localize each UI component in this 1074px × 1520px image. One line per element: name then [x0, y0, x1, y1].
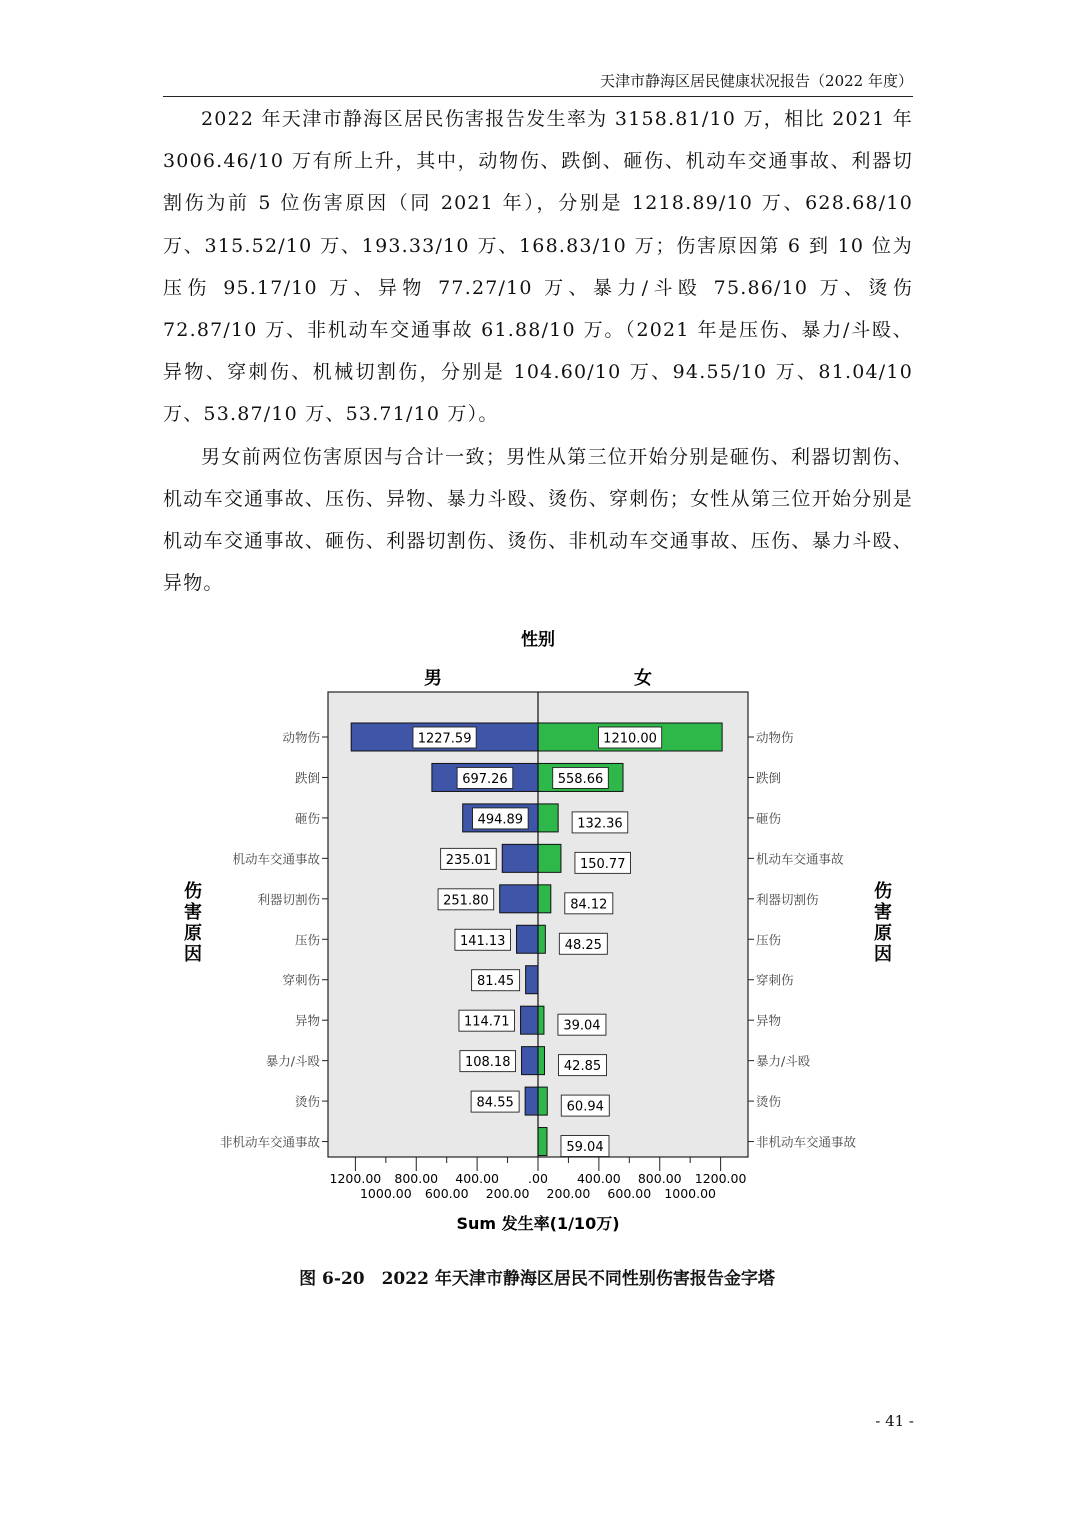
category-label-left: 暴力/斗殴 — [265, 1053, 320, 1069]
x-major-tick-label: 1200.00 — [329, 1171, 382, 1186]
category-label-right: 异物 — [756, 1013, 782, 1029]
y-axis-title-right: 害 — [874, 902, 892, 923]
data-label-female: 48.25 — [564, 937, 602, 953]
category-label-right: 砸伤 — [756, 810, 782, 826]
data-label-female: 150.77 — [579, 856, 626, 872]
data-label-male: 235.01 — [445, 852, 492, 868]
category-label-right: 烫伤 — [756, 1094, 782, 1110]
data-label-male: 114.71 — [463, 1014, 510, 1030]
x-major-tick-label: 800.00 — [394, 1171, 439, 1186]
panel-label-male: 男 — [424, 668, 442, 689]
category-label-left: 异物 — [294, 1013, 320, 1029]
x-minor-tick-label: 1000.00 — [359, 1186, 412, 1201]
data-label-male: 108.18 — [464, 1055, 511, 1071]
category-label-right: 机动车交通事故 — [756, 851, 844, 867]
bar-female — [538, 844, 561, 872]
category-label-right: 利器切割伤 — [756, 891, 819, 907]
data-label-male: 81.45 — [476, 974, 515, 990]
bar-male — [500, 885, 538, 913]
category-label-left: 烫伤 — [294, 1094, 320, 1110]
paragraph-1: 2022 年天津市静海区居民伤害报告发生率为 3158.81/10 万，相比 2021 年 3006.46/10 万有所上升，其中，动物伤、跌倒、砸伤、机动车交通事故、利器切割伤为前 5 位伤害原因（同 2021 年），分别是 1218.89/10 万、628.68/10 万、315.52/10 万、193.33/10 万、168.83/10 万；伤害原因第 6 到 10 位为压伤 95.17/10 万、异物 77.27/10 万、暴力/斗殴 75.86/10 万、烫伤 72.87/10 万、非机动车交通事故 61.88/10 万。（2021 年是压伤、暴力/斗殴、异物、穿刺伤、机械切割伤，分别是 104.60/10 万、94.55/10 万、81.04/10 万、53.87/10 万、53.71/10 万）。 — [163, 108, 913, 426]
page-number: - 41 - — [875, 1412, 914, 1430]
category-label-left: 跌倒 — [294, 770, 320, 786]
category-label-left: 压伤 — [294, 932, 320, 948]
bar-female — [538, 885, 551, 913]
category-label-right: 穿刺伤 — [756, 972, 794, 988]
figure-caption: 图 6-20 2022 年天津市静海区居民不同性别伤害报告金字塔 — [299, 1269, 775, 1289]
bar-male — [522, 1047, 538, 1075]
x-minor-tick-label: 1000.00 — [664, 1186, 717, 1201]
category-label-right: 跌倒 — [756, 770, 782, 786]
data-label-female: 1210.00 — [603, 731, 657, 747]
category-label-left: 非机动车交通事故 — [219, 1134, 320, 1150]
bar-female — [538, 1006, 544, 1034]
category-label-left: 机动车交通事故 — [232, 851, 320, 867]
y-axis-title-left: 因 — [184, 944, 202, 965]
y-axis-title-left: 原 — [184, 923, 202, 944]
x-major-tick-label: 400.00 — [576, 1171, 621, 1186]
x-minor-tick-label: 200.00 — [485, 1186, 530, 1201]
category-label-left: 动物伤 — [282, 730, 320, 745]
bar-male — [521, 1006, 538, 1034]
data-label-female: 558.66 — [557, 771, 604, 787]
y-axis-title-right: 伤 — [874, 881, 892, 902]
category-label-right: 动物伤 — [756, 730, 794, 745]
bar-male — [526, 966, 538, 994]
x-major-tick-label: 400.00 — [455, 1171, 500, 1186]
data-label-male: 1227.59 — [417, 731, 472, 747]
data-label-female: 60.94 — [566, 1099, 604, 1115]
chart-title: 性别 — [521, 630, 555, 650]
data-label-female: 132.36 — [577, 816, 623, 832]
category-label-right: 暴力/斗殴 — [756, 1053, 811, 1069]
header-title: 天津市静海区居民健康状况报告（2022 年度） — [600, 72, 913, 90]
category-label-left: 利器切割伤 — [257, 891, 320, 907]
data-label-male: 251.80 — [443, 893, 489, 909]
bar-female — [538, 1047, 545, 1075]
x-minor-tick-label: 200.00 — [546, 1186, 591, 1201]
bar-female — [538, 1087, 547, 1115]
data-label-female: 42.85 — [563, 1059, 602, 1075]
category-label-right: 非机动车交通事故 — [756, 1134, 857, 1150]
bar-male — [525, 1087, 538, 1115]
data-label-male: 84.55 — [476, 1095, 514, 1111]
data-label-male: 141.13 — [459, 933, 506, 949]
x-major-tick-label: 1200.00 — [694, 1171, 747, 1186]
y-axis-title-right: 原 — [874, 923, 892, 944]
bar-female — [538, 925, 545, 953]
y-axis-title-right: 因 — [874, 944, 892, 965]
y-axis-title-left: 害 — [184, 902, 202, 923]
category-label-right: 压伤 — [756, 932, 782, 948]
panel-label-female: 女 — [634, 668, 652, 689]
y-axis-title-left: 伤 — [184, 881, 202, 902]
x-minor-tick-label: 600.00 — [607, 1186, 652, 1201]
data-label-male: 494.89 — [477, 812, 524, 828]
bar-female — [538, 804, 558, 832]
data-label-female: 39.04 — [563, 1018, 601, 1034]
bar-male — [517, 925, 538, 953]
bar-male — [502, 844, 538, 872]
category-label-left: 砸伤 — [294, 810, 320, 826]
x-major-tick-label: 800.00 — [637, 1171, 682, 1186]
x-major-tick-label: .00 — [528, 1171, 548, 1186]
category-label-left: 穿刺伤 — [282, 972, 320, 988]
paragraph-2: 男女前两位伤害原因与合计一致；男性从第三位开始分别是砸伤、利器切割伤、机动车交通事故、压伤、异物、暴力斗殴、烫伤、穿刺伤；女性从第三位开始分别是机动车交通事故、砸伤、利器切割伤、烫伤、非机动车交通事故、压伤、暴力斗殴、异物。 — [163, 445, 913, 595]
x-axis-title: Sum 发生率(1/10万) — [456, 1214, 620, 1233]
x-minor-tick-label: 600.00 — [424, 1186, 469, 1201]
bar-female — [538, 1128, 547, 1156]
data-label-male: 697.26 — [462, 771, 508, 787]
data-label-female: 84.12 — [570, 897, 608, 913]
data-label-female: 59.04 — [566, 1140, 604, 1156]
